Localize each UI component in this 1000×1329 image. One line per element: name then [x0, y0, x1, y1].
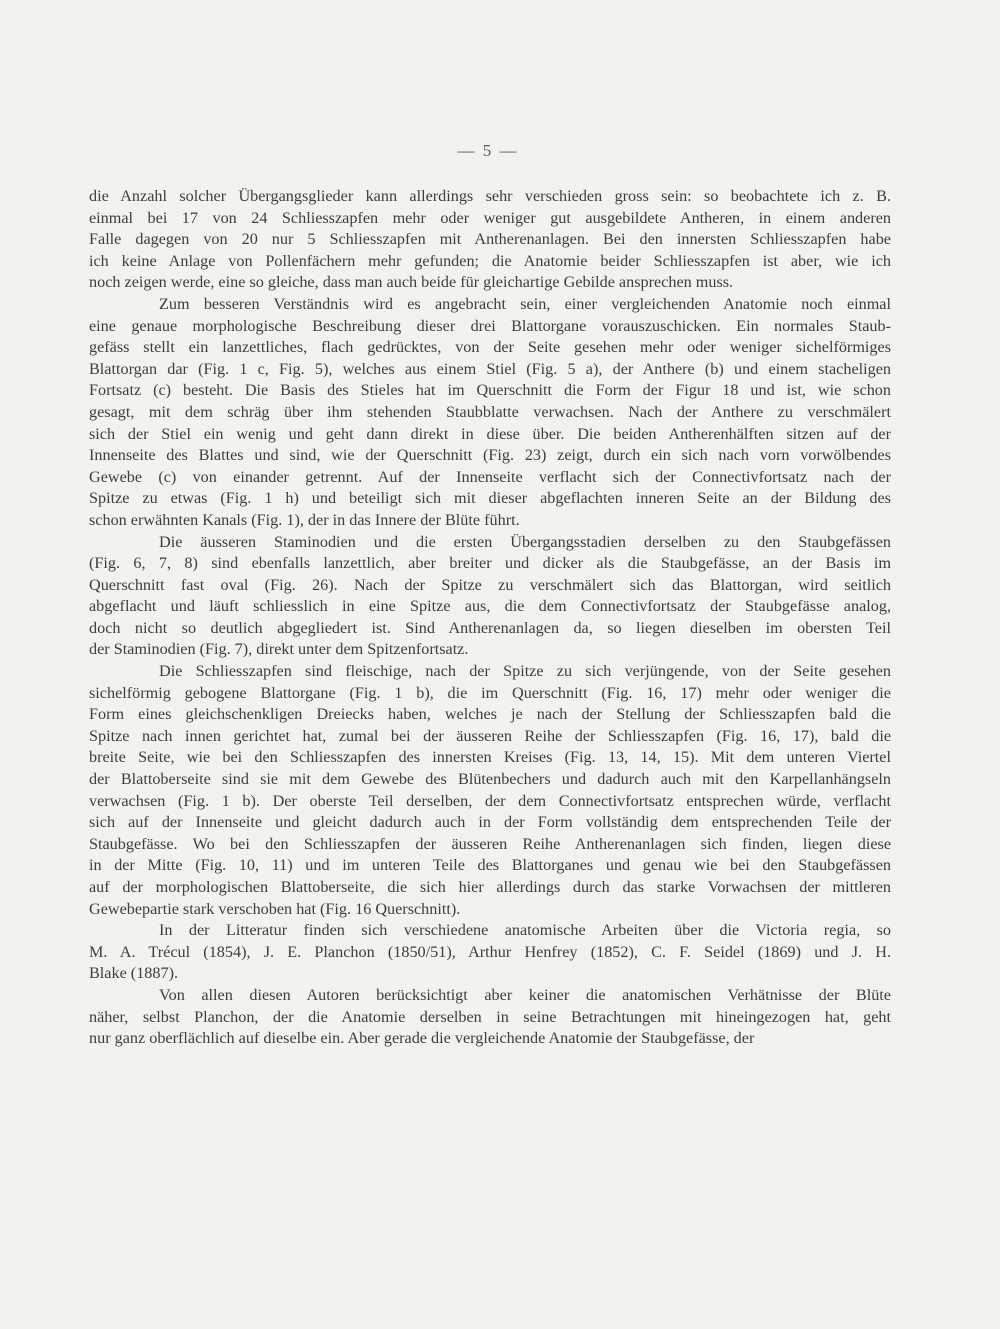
text-line: breite Seite, wie bei den Schliesszapfen des innersten Kreises (Fig. 13, 14, 15). Mit dem unteren Viertel — [89, 748, 891, 767]
body-text — [89, 186, 891, 1050]
text-line: nur ganz oberflächlich auf dieselbe ein. Aber gerade die vergleichende Anatomie der Staubgefässe, der — [89, 1029, 755, 1048]
text-line: Die äusseren Staminodien und die ersten Übergangsstadien derselben zu den Staubgefässen — [159, 532, 891, 551]
text-line: Fortsatz (c) besteht. Die Basis des Stieles hat im Querschnitt die Form der Figur 18 und ist, wie schon — [89, 381, 891, 400]
paragraph — [89, 294, 891, 532]
text-line: sichelförmig gebogene Blattorgane (Fig. 1 b), die im Querschnitt (Fig. 16, 17) mehr oder weniger die — [89, 683, 891, 702]
text-line: sich auf der Innenseite und gleicht dadurch auch in der Form vollständig dem entsprechenden Teile der — [89, 813, 891, 832]
text-line: Querschnitt fast oval (Fig. 26). Nach der Spitze zu verschmälert sich das Blattorgan, wird seitlich — [89, 575, 891, 594]
text-line: Innenseite des Blattes und sind, wie der Querschnitt (Fig. 23) zeigt, durch ein sich nach vorn vorwölbendes — [89, 446, 891, 465]
text-line: sich der Stiel ein wenig und geht dann direkt in diese über. Die beiden Antherenhälften sitzen auf der — [89, 424, 891, 443]
text-line: der Staminodien (Fig. 7), direkt unter dem Spitzenfortsatz. — [89, 640, 469, 659]
text-line: Spitze nach innen gerichtet hat, zumal bei der äusseren Reihe der Schliesszapfen (Fig. 16, 17), bald die — [89, 726, 891, 745]
text-line: schon erwähnten Kanals (Fig. 1), der in das Innere der Blüte führt. — [89, 510, 520, 529]
text-line: Staubgefässe. Wo bei den Schliesszapfen der äusseren Reihe Antherenanlagen sich finden, liegen diese — [89, 834, 891, 853]
text-line: einmal bei 17 von 24 Schliesszapfen mehr oder weniger gut ausgebildete Antheren, in einem anderen — [89, 208, 891, 227]
text-line: gefäss stellt ein lanzettliches, flach gedrücktes, von der Seite gesehen mehr oder weniger sichelförmiges — [89, 338, 891, 357]
paragraph — [89, 985, 891, 1050]
text-line: auf der morphologischen Blattoberseite, die sich hier allerdings durch das starke Vorwachsen der mittleren — [89, 878, 891, 896]
text-line: der Blattoberseite sind sie mit dem Gewebe des Blütenbechers und dadurch auch mit den Karpellanhängseln — [89, 770, 891, 789]
text-line: Zum besseren Verständnis wird es angebracht sein, einer vergleichenden Anatomie noch einmal — [159, 294, 891, 313]
text-line: Von allen diesen Autoren berücksichtigt aber keiner die anatomischen Verhätnisse der Blüte — [159, 985, 891, 1004]
text-line: verwachsen (Fig. 1 b). Der oberste Teil derselben, der dem Connectivfortsatz entsprechen würde, verflacht — [89, 791, 891, 810]
text-line: ich keine Anlage von Pollenfächern mehr gefunden; die Anatomie beider Schliesszapfen ist aber, wie ich — [89, 251, 891, 270]
paragraph — [89, 920, 891, 985]
text-line: Form eines gleichschenkligen Dreiecks haben, welches je nach der Stellung der Schliesszapfen bald die — [89, 705, 891, 724]
text-line: Blake (1887). — [89, 964, 179, 983]
text-line: die Anzahl solcher Übergangsglieder kann allerdings sehr verschieden gross sein: so beobachtete ich z. B. — [89, 187, 891, 205]
text-line: In der Litteratur finden sich verschiedene anatomische Arbeiten über die Victoria regia, so — [159, 921, 891, 940]
text-line: doch nicht so deutlich abgegliedert ist. Sind Antherenanlagen da, so liegen dieselben im obersten Teil — [89, 618, 891, 637]
text-line: Blattorgan dar (Fig. 1 c, Fig. 5), welches aus einem Stiel (Fig. 5 a), der Anthere (b) und einem stacheligen — [89, 359, 891, 378]
text-line: gesagt, mit dem schräg über ihm stehenden Staubblatte verwachsen. Nach der Anthere zu verschmälert — [89, 402, 891, 421]
paragraph — [89, 532, 891, 662]
text-line: abgeflacht und läuft schliesslich in eine Spitze aus, die dem Connectivfortsatz der Staubgefässe analog, — [89, 597, 891, 616]
text-line: Gewebepartie stark verschoben hat (Fig. 16 Querschnitt). — [89, 899, 461, 918]
text-line: eine genaue morphologische Beschreibung dieser drei Blattorgane vorauszuschicken. Ein normales Staub- — [89, 316, 891, 335]
paragraph — [89, 186, 891, 294]
text-line: Die Schliesszapfen sind fleischige, nach der Spitze zu sich verjüngende, von der Seite gesehen — [159, 662, 891, 681]
text-line: näher, selbst Planchon, der die Anatomie derselben in seine Betrachtungen mit hineingezogen hat, geht — [89, 1007, 891, 1026]
page-number: — 5 — — [457, 141, 519, 160]
text-line: Falle dagegen von 20 nur 5 Schliesszapfen mit Antherenanlagen. Bei den innersten Schliesszapfen habe — [89, 230, 891, 249]
text-line: in der Mitte (Fig. 10, 11) und im unteren Teile des Blattorganes und genau wie bei den Staubgefässen — [89, 856, 891, 875]
text-line: noch zeigen werde, eine so gleiche, dass man auch beide für gleichartige Gebilde ansprechen muss. — [89, 273, 734, 292]
text-line: M. A. Trécul (1854), J. E. Planchon (1850/51), Arthur Henfrey (1852), C. F. Seidel (1869) und J. H. — [89, 942, 891, 961]
text-line: Gewebe (c) von einander getrennt. Auf der Innenseite verflacht sich der Connectivfortsatz nach der — [89, 467, 891, 486]
text-line: (Fig. 6, 7, 8) sind ebenfalls lanzettlich, aber breiter und dicker als die Staubgefässe, an der Basis im — [89, 554, 891, 573]
paragraph — [89, 661, 891, 920]
text-line: Spitze zu etwas (Fig. 1 h) und beteiligt sich mit dieser abgeflachten inneren Seite an der Bildung des — [89, 489, 891, 508]
